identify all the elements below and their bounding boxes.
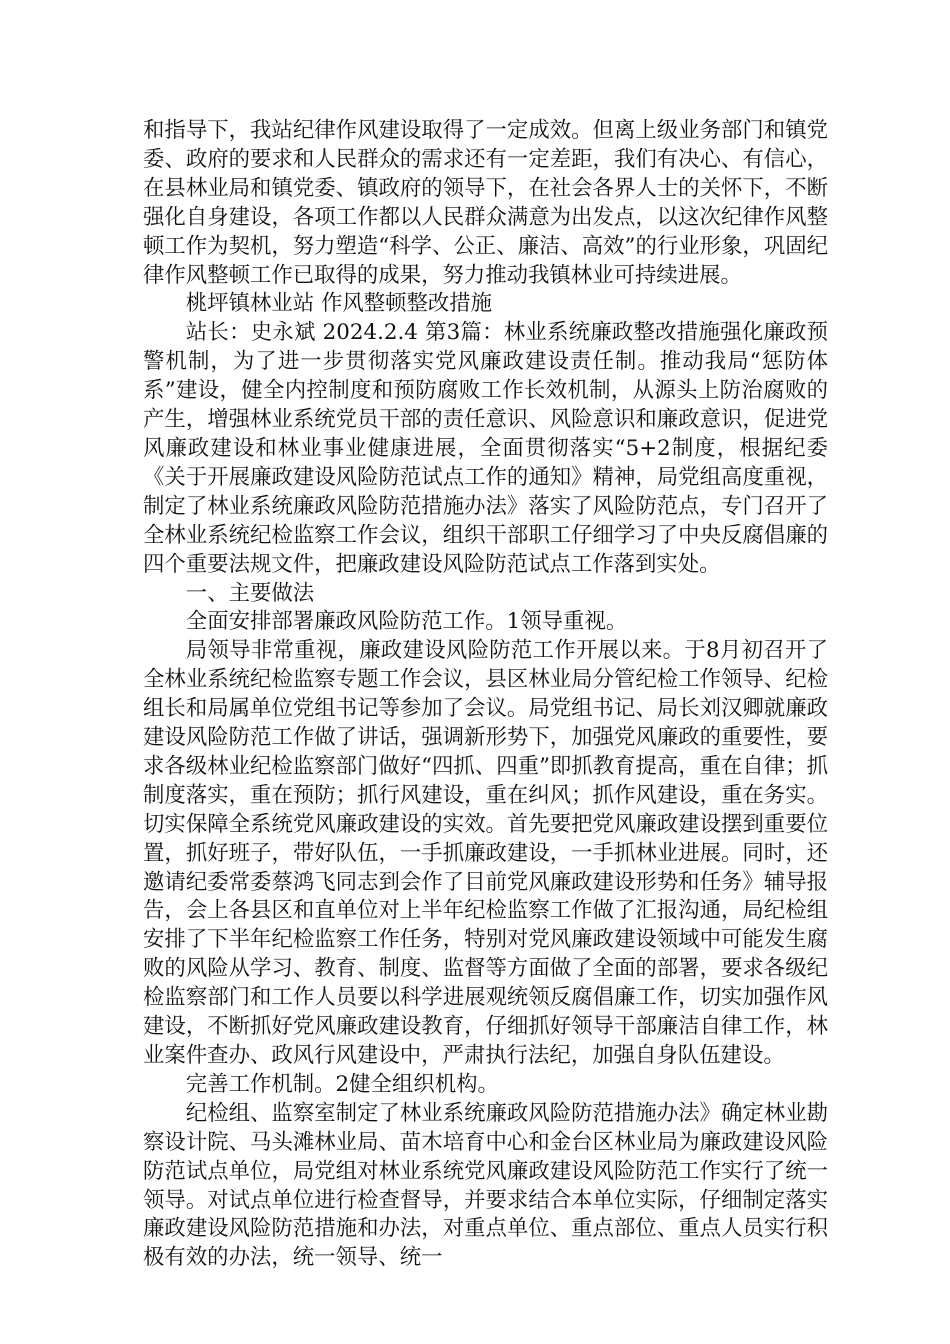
paragraph-8: 纪检组、监察室制定了林业系统廉政风险防范措施办法》确定林业勘察设计院、马头滩林业局、苗木培育中心和金台区林业局为廉政建设风险防范试点单位，局党组对林业系统党风廉政建设风险防范工作实行了统一领导。对试点单位进行检查督导，并要求结合本单位实际，仔细制定落实廉政建设风险防范措施和办法，对重点单位、重点部位、重点人员实行积极有效的办法，统一领导、统一 <box>143 1100 828 1271</box>
paragraph-3: 站长：史永斌 2024.2.4 第3篇：林业系统廉政整改措施强化廉政预警机制，为了进一步贯彻落实党风廉政建设责任制。推动我局“惩防体系”建设，健全内控制度和预防腐败工作长效机制，从源头上防治腐败的产生，增强林业系统党员干部的责任意识、风险意识和廉政意识，促进党风廉政建设和林业事业健康进展，全面贯彻落实“5+2制度，根据纪委《关于开展廉政建设风险防范试点工作的通知》精神，局党组高度重视，制定了林业系统廉政风险防范措施办法》落实了风险防范点，专门召开了全林业系统纪检监察工作会议，组织干部职工仔细学习了中央反腐倡廉的四个重要法规文件，把廉政建设风险防范试点工作落到实处。 <box>143 320 828 577</box>
paragraph-2: 桃坪镇林业站 作风整顿整改措施 <box>185 291 493 317</box>
paragraph-6: 局领导非常重视，廉政建设风险防范工作开展以来。于8月初召开了全林业系统纪检监察专题工作会议，县区林业局分管纪检工作领导、纪检组长和局属单位党组书记等参加了会议。局党组书记、局长刘汉卿就廉政建设风险防范工作做了讲话，强调新形势下，加强党风廉政的重要性，要求各级林业纪检监察部门做好“四抓、四重”即抓教育提高，重在自律；抓制度落实，重在预防；抓行风建设，重在纠风；抓作风建设，重在务实。切实保障全系统党风廉政建设的实效。首先要把党风廉政建设摆到重要位置，抓好班子，带好队伍，一手抓廉政建设，一手抓林业进展。同时，还邀请纪委常委蔡鸿飞同志到会作了目前党风廉政建设形势和任务》辅导报告，会上各县区和直单位对上半年纪检监察工作做了汇报沟通，局纪检组安排了下半年纪检监察工作任务，特别对党风廉政建设领域中可能发生腐败的风险从学习、教育、制度、监督等方面做了全面的部署，要求各级纪检监察部门和工作人员要以科学进展观统领反腐倡廉工作，切实加强作风建设，不断抓好党风廉政建设教育，仔细抓好领导干部廉洁自律工作，林业案件查办、政风行风建设中，严肃执行法纪，加强自身队伍建设。 <box>143 638 828 1068</box>
paragraph-5: 全面安排部署廉政风险防范工作。1领导重视。 <box>185 609 628 635</box>
paragraph-7: 完善工作机制。2健全组织机构。 <box>185 1071 499 1097</box>
paragraph-1: 和指导下，我站纪律作风建设取得了一定成效。但离上级业务部门和镇党委、政府的要求和人民群众的需求还有一定差距，我们有决心、有信心，在县林业局和镇党委、镇政府的领导下，在社会各界人士的关怀下，不断强化自身建设，各项工作都以人民群众满意为出发点，以这次纪律作风整顿工作为契机，努力塑造“科学、公正、廉洁、高效”的行业形象，巩固纪律作风整顿工作已取得的成果，努力推动我镇林业可持续进展。 <box>143 118 828 288</box>
section-heading: 一、主要做法 <box>185 580 315 606</box>
document-page <box>143 117 828 1273</box>
